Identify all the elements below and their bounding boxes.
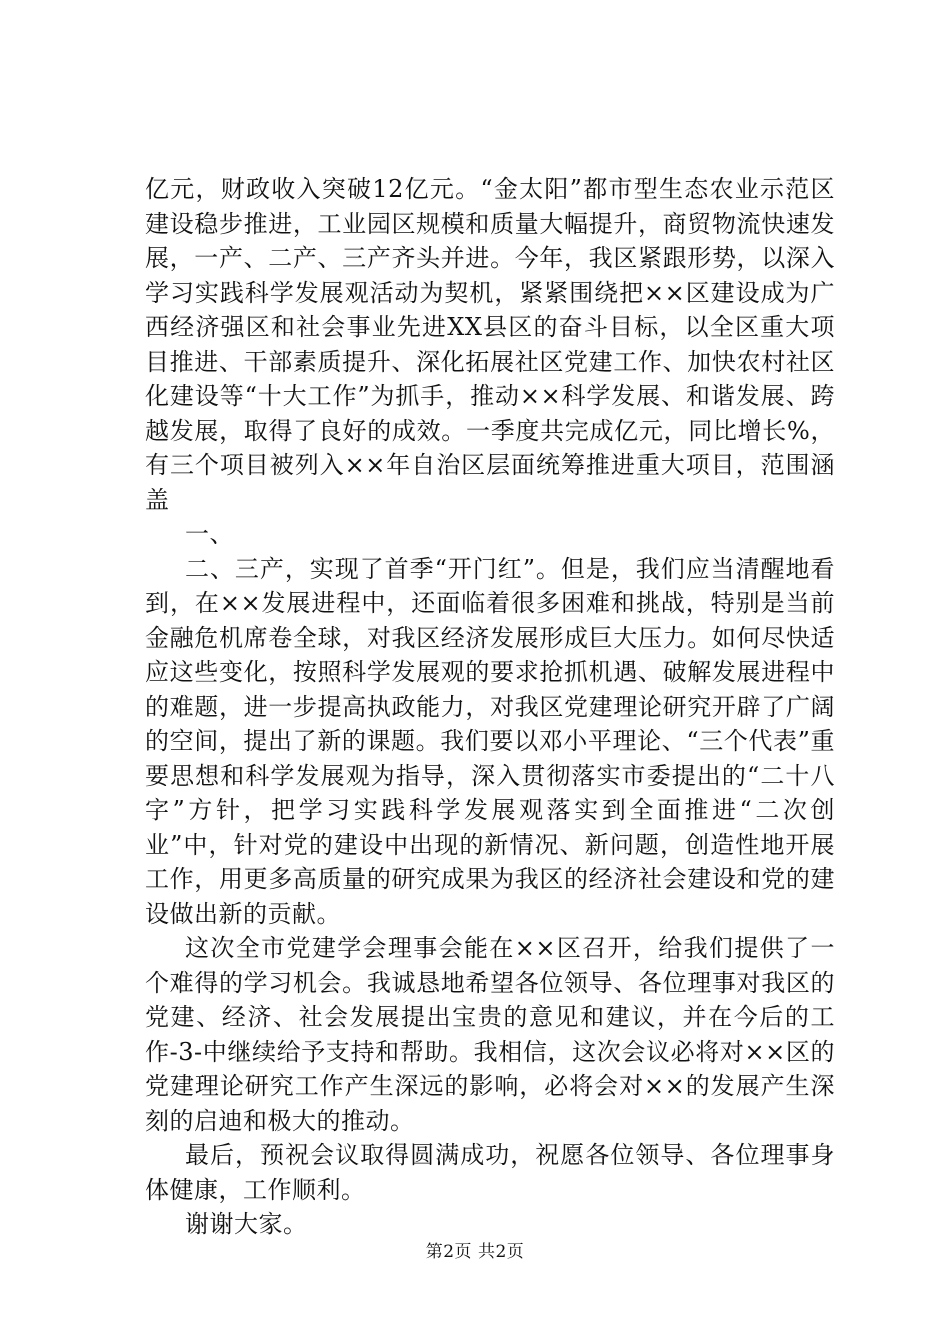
- paragraph-3: 二、三产，实现了首季“开门红”。但是，我们应当清醒地看到，在××发展进程中，还面临着很多困难和挑战，特别是当前金融危机席卷全球，对我区经济发展形成巨大压力。如何尽快适应这些变化，按照科学发展观的要求抢抓机遇、破解发展进程中的难题，进一步提高执政能力，对我区党建理论研究开辟了广阔的空间，提出了新的课题。我们要以邓小平理论、“三个代表”重要思想和科学发展观为指导，深入贯彻落实市委提出的“二十八字”方针，把学习实践科学发展观落实到全面推进“二次创业”中，针对党的建设中出现的新情况、新问题，创造性地开展工作，用更多高质量的研究成果为我区的经济社会建设和党的建设做出新的贡献。: [145, 554, 835, 928]
- paragraph-1: 亿元，财政收入突破12亿元。“金太阳”都市型生态农业示范区建设稳步推进，工业园区规模和质量大幅提升，商贸物流快速发展，一产、二产、三产齐头并进。今年，我区紧跟形势，以深入学习实践科学发展观活动为契机，紧紧围绕把××区建设成为广西经济强区和社会事业先进XX县区的奋斗目标，以全区重大项目推进、干部素质提升、深化拓展社区党建工作、加快农村社区化建设等“十大工作”为抓手，推动××科学发展、和谐发展、跨越发展，取得了良好的成效。一季度共完成亿元，同比增长%，有三个项目被列入××年自治区层面统筹推进重大项目，范围涵盖: [145, 175, 835, 514]
- paragraph-2: 一、: [185, 520, 234, 548]
- page-footer: 第2页 共2页: [425, 1242, 525, 1262]
- document-body: [145, 172, 835, 1242]
- paragraph-4: 这次全市党建学会理事会能在××区召开，给我们提供了一个难得的学习机会。我诚恳地希望各位领导、各位理事对我区的党建、经济、社会发展提出宝贵的意见和建议，并在今后的工作-3-中继续给予支持和帮助。我相信，这次会议必将对××区的党建理论研究工作产生深远的影响，必将会对××的发展产生深刻的启迪和极大的推动。: [145, 934, 835, 1135]
- paragraph-5: 最后，预祝会议取得圆满成功，祝愿各位领导、各位理事身体健康，工作顺利。: [145, 1141, 835, 1204]
- paragraph-6: 谢谢大家。: [185, 1210, 308, 1238]
